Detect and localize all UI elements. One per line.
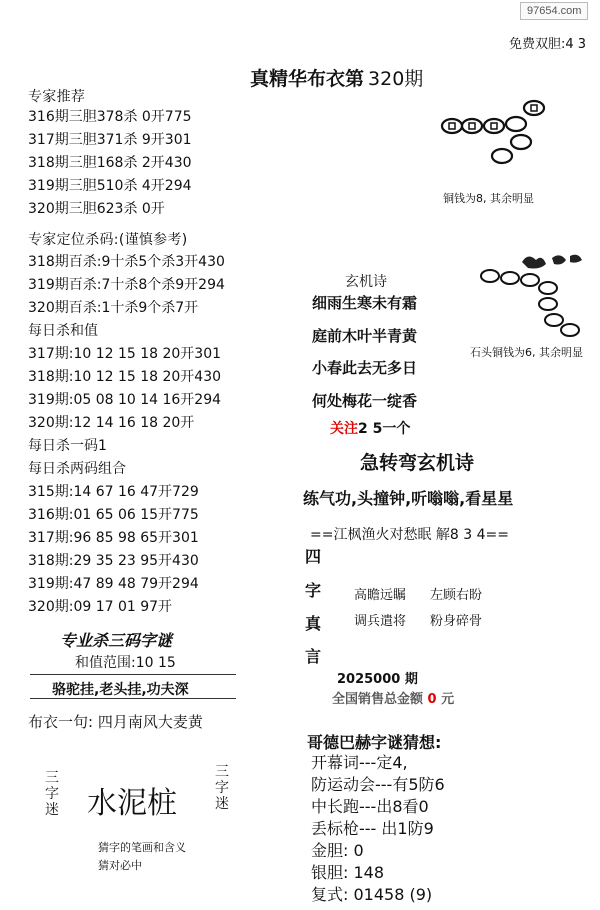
- goldbach-title: 哥德巴赫字谜猜想:: [307, 733, 442, 752]
- free-pair: 免费双胆:4 3: [508, 37, 586, 52]
- list-item: 319期:47 89 48 79开294: [28, 576, 199, 592]
- divider: [30, 698, 236, 699]
- list-item: 中长跑---出8看0: [311, 797, 429, 816]
- sales-amount: 0: [427, 692, 437, 707]
- word-riddle-right-label: 三字迷: [215, 764, 229, 812]
- sales-label: 全国销售总金额: [332, 692, 424, 707]
- daily-one: 每日杀一码1: [28, 438, 107, 454]
- sales-unit: 元: [441, 692, 455, 707]
- word-riddle-hint: 猜对必中: [98, 859, 142, 872]
- poem-line: 小春此去无多日: [312, 359, 418, 377]
- title-text: 真精华布衣第: [250, 68, 365, 90]
- phrase: 左顾右盼: [430, 588, 483, 603]
- list-item: 319期百杀:7十杀8个杀9开294: [28, 277, 225, 293]
- list-item: 318期百杀:9十杀5个杀3开430: [28, 254, 225, 270]
- list-item: 320期百杀:1十杀9个杀7开: [28, 300, 199, 316]
- site-badge[interactable]: 97654.com: [520, 2, 588, 20]
- list-item: 防运动会---有5防6: [311, 775, 445, 794]
- phrase: 高瞻远瞩: [354, 588, 407, 603]
- page-title: [250, 64, 423, 91]
- four-words-char: 真: [305, 614, 322, 633]
- experts-header: 专家推荐: [28, 89, 86, 105]
- list-item: 319期:05 08 10 14 16开294: [28, 392, 222, 408]
- riddle-title: 急转弯玄机诗: [360, 452, 475, 474]
- list-item: 开幕词---定4,: [311, 753, 408, 772]
- experts-list: [28, 106, 192, 221]
- list-item: 317期:96 85 98 65开301: [28, 530, 199, 546]
- phrase: 粉身碎骨: [430, 614, 483, 629]
- position-kill-header: 专家定位杀码:(谨慎参考): [28, 232, 188, 248]
- word-riddle-hint: 猜字的笔画和含义: [98, 841, 186, 854]
- list-item: 315期:14 67 16 47开729: [28, 484, 199, 500]
- coin-puzzle-image: [436, 98, 556, 170]
- list-item: 复式: 01458 (9): [311, 885, 433, 904]
- focus-value: 2 5一个: [358, 421, 411, 437]
- list-item: 318期:29 35 23 95开430: [28, 553, 199, 569]
- sales-line: [332, 688, 454, 707]
- poem-line: 何处梅花一绽香: [312, 392, 418, 410]
- list-item: 320期三胆623杀 0开: [28, 201, 165, 217]
- focus-line: [330, 418, 410, 438]
- title-issue: 320期: [368, 68, 424, 90]
- three-words: 骆驼挂,老头挂,功夫深: [52, 682, 189, 698]
- position-kill-list: [28, 251, 225, 320]
- four-words-char: 字: [305, 581, 322, 600]
- poem-line: 细雨生寒未有霜: [312, 294, 418, 312]
- daily-two-header: 每日杀两码组合: [28, 461, 126, 477]
- coin-stone-image: [478, 252, 600, 338]
- coin-caption: 铜钱为8, 其余明显: [443, 192, 534, 205]
- sales-issue: 2025000 期: [337, 672, 418, 687]
- list-item: 银胆: 148: [311, 863, 385, 882]
- word-riddle-left-label: 三字迷: [45, 770, 59, 818]
- poem-line: 庭前木叶半青黄: [312, 327, 418, 345]
- coin-caption: 石头铜钱为6, 其余明显: [470, 346, 583, 359]
- word-riddle-word: 水泥桩: [87, 786, 177, 821]
- list-item: 317期:10 12 15 18 20开301: [28, 346, 222, 362]
- divider: [30, 674, 236, 675]
- four-words-char: 言: [305, 647, 322, 666]
- list-item: 318期三胆168杀 2开430: [28, 155, 192, 171]
- list-item: 317期三胆371杀 9开301: [28, 132, 192, 148]
- list-item: 318期:10 12 15 18 20开430: [28, 369, 222, 385]
- list-item: 丢标枪--- 出1防9: [311, 819, 434, 838]
- goldbach-list: [311, 752, 445, 906]
- four-words-char: 四: [305, 547, 322, 566]
- riddle-answer: ==江枫渔火对愁眠 解8 3 4==: [310, 527, 509, 543]
- list-item: 320期:09 17 01 97开: [28, 599, 173, 615]
- list-item: 316期:01 65 06 15开775: [28, 507, 199, 523]
- list-item: 金胆: 0: [311, 841, 364, 860]
- focus-label: 关注: [330, 421, 358, 437]
- buyi-line: 布衣一句: 四月南风大麦黄: [28, 713, 203, 731]
- list-item: 316期三胆378杀 0开775: [28, 109, 192, 125]
- list-item: 319期三胆510杀 4开294: [28, 178, 192, 194]
- poem-header: 玄机诗: [345, 274, 387, 290]
- riddle-line: 练气功,头撞钟,听嗡嗡,看星星: [303, 489, 514, 508]
- daily-sum-header: 每日杀和值: [28, 323, 98, 339]
- sum-range: 和值范围:10 15: [75, 655, 176, 671]
- phrase: 调兵遣将: [354, 614, 407, 629]
- daily-sum-list: [28, 320, 221, 619]
- list-item: 320期:12 14 16 18 20开: [28, 415, 195, 431]
- pro-riddle-title: 专业杀三码字谜: [60, 631, 173, 650]
